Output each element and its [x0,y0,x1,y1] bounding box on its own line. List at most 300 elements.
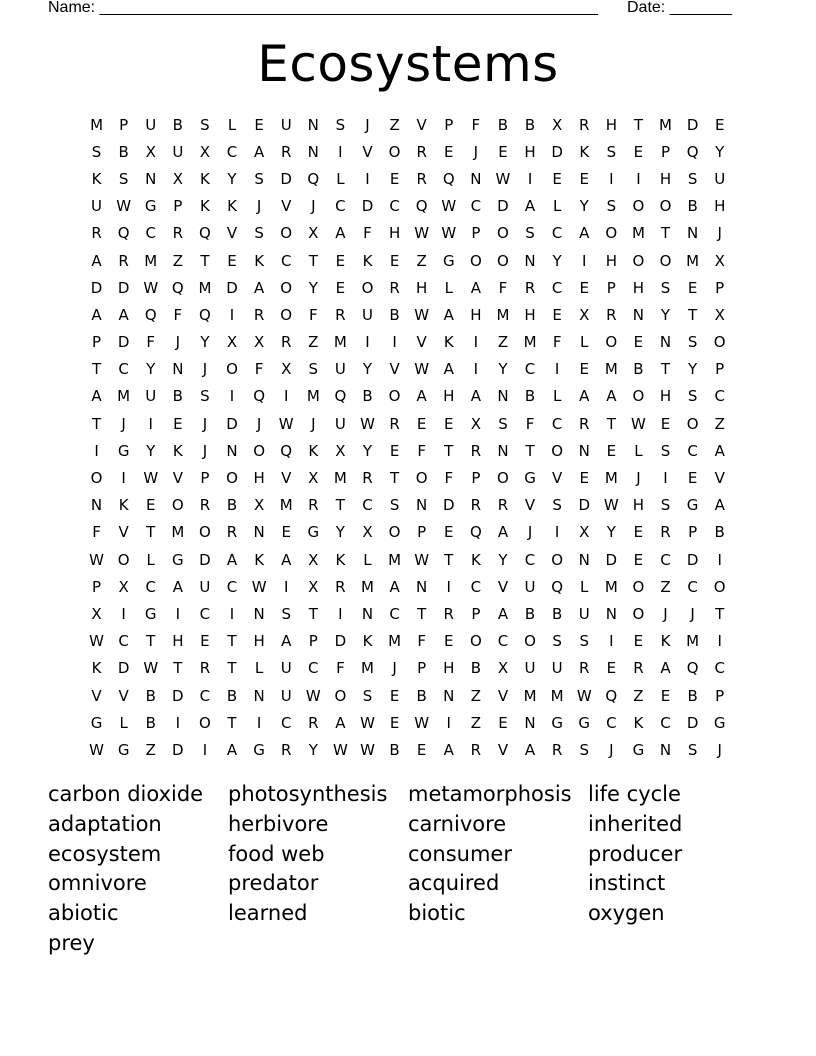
grid-letter: O [226,469,238,488]
grid-letter: Y [308,278,318,297]
grid-letter: Y [335,523,345,542]
grid-letter: B [416,686,427,705]
grid-letter: E [254,115,264,134]
grid-letter: S [118,169,129,188]
grid-letter: X [253,496,265,515]
grid-letter: I [121,469,126,488]
grid-letter: C [145,224,156,243]
grid-letter: O [632,251,645,270]
grid-letter: I [554,523,560,542]
grid-letter: J [636,469,641,488]
grid-letter: D [90,278,103,297]
grid-letter: C [551,224,563,243]
grid-letter: Y [498,550,508,569]
grid-letter: U [334,360,346,379]
grid-letter: T [308,251,318,270]
grid-letter: O [415,469,428,488]
grid-letter: N [524,713,536,732]
grid-letter: W [360,713,375,732]
grid-letter: N [659,333,672,352]
grid-letter: V [362,142,373,161]
grid-letter: J [256,197,262,216]
grid-letter: L [336,169,345,188]
grid-letter: P [660,142,671,161]
grid-letter: R [253,305,265,324]
grid-letter: G [90,713,103,732]
grid-row [83,600,733,627]
grid-letter: Q [144,305,157,324]
grid-letter: Q [334,387,347,406]
grid-letter: N [443,686,455,705]
grid-letter: L [119,713,128,732]
grid-letter: D [226,278,238,297]
grid-letter: X [118,577,129,596]
grid-letter: A [470,278,481,297]
grid-letter: S [200,115,210,134]
grid-letter: O [551,441,564,460]
grid-letter: G [144,604,157,623]
grid-letter: Q [280,441,293,460]
grid-letter: N [307,142,319,161]
grid-letter: H [605,115,617,134]
grid-letter: Q [307,169,320,188]
grid-letter: A [172,577,183,596]
grid-letter: W [495,169,511,188]
grid-letter: R [579,414,590,433]
grid-letter: R [280,740,292,759]
grid-letter: E [200,632,210,651]
grid-letter: S [579,632,589,651]
grid-letter: Y [579,197,589,216]
grid-letter: V [172,469,183,488]
grid-letter: C [118,360,129,379]
grid-letter: I [175,713,181,732]
grid-letter: Y [362,360,373,379]
letter-grid [83,111,733,764]
grid-letter: C [660,550,671,569]
grid-letter: D [686,713,699,732]
grid-letter: P [417,523,427,542]
grid-letter: P [92,577,102,596]
grid-letter: A [118,305,129,324]
grid-letter: P [308,632,318,651]
grid-letter: T [715,604,725,623]
grid-letter: A [335,224,346,243]
grid-letter: M [90,115,104,134]
grid-letter: D [686,115,699,134]
grid-letter: X [362,523,373,542]
grid-letter: H [416,278,428,297]
grid-letter: H [172,632,184,651]
grid-letter: E [687,278,698,297]
grid-letter: G [117,740,130,759]
grid-letter: W [631,414,646,433]
grid-letter: L [634,441,643,460]
grid-letter: E [633,550,644,569]
grid-letter: W [89,550,104,569]
grid-letter: T [660,224,671,243]
grid-letter: S [254,224,264,243]
grid-letter: H [632,496,645,515]
grid-letter: E [281,523,291,542]
grid-row [83,682,733,709]
grid-letter: U [145,387,157,406]
grid-letter: O [334,686,347,705]
grid-letter: K [118,496,129,515]
grid-letter: E [579,469,589,488]
grid-row [83,519,733,546]
word-list-item: producer [588,841,683,866]
grid-letter: L [254,659,264,678]
grid-letter: I [202,740,208,759]
grid-letter: N [497,441,509,460]
grid-letter: S [687,169,698,188]
grid-letter: J [717,224,722,243]
grid-letter: S [606,197,617,216]
grid-letter: F [498,278,508,297]
grid-letter: O [605,224,618,243]
grid-letter: G [632,740,645,759]
grid-letter: O [632,604,645,623]
grid-letter: A [714,441,725,460]
grid-letter: B [524,604,536,623]
grid-letter: Q [171,278,184,297]
grid-letter: K [579,142,590,161]
grid-letter: I [283,387,289,406]
grid-letter: I [473,360,479,379]
grid-letter: A [389,577,400,596]
grid-letter: I [338,142,343,161]
grid-letter: D [117,278,130,297]
grid-letter: L [146,550,155,569]
grid-letter: B [687,197,698,216]
grid-letter: G [253,740,265,759]
grid-letter: T [227,632,237,651]
grid-letter: X [145,142,156,161]
grid-letter: W [143,659,159,678]
grid-letter: H [253,469,265,488]
grid-letter: M [659,115,672,134]
grid-letter: F [92,523,101,542]
grid-letter: N [632,305,645,324]
grid-letter: I [392,333,397,352]
grid-letter: E [389,251,400,270]
grid-letter: I [365,333,370,352]
word-list-item: consumer [408,841,512,866]
grid-letter: I [338,604,343,623]
grid-letter: V [497,686,509,705]
grid-letter: V [281,469,292,488]
grid-letter: Y [715,142,725,161]
grid-letter: U [524,577,536,596]
grid-letter: P [471,469,481,488]
grid-letter: R [362,469,373,488]
grid-letter: O [388,523,401,542]
grid-letter: A [443,305,454,324]
grid-letter: W [603,496,619,515]
date-field-label: Date: _______ [627,0,732,16]
grid-letter: B [524,115,536,134]
grid-letter: S [552,496,562,515]
grid-letter: O [388,142,401,161]
grid-letter: Y [146,360,156,379]
grid-row [83,301,733,328]
grid-letter: E [579,169,589,188]
grid-letter: J [473,142,479,161]
grid-letter: Z [172,251,183,270]
grid-letter: C [118,632,129,651]
grid-letter: Z [470,713,481,732]
grid-letter: U [280,115,292,134]
grid-letter: R [606,305,617,324]
grid-letter: X [714,305,725,324]
grid-letter: K [172,441,183,460]
grid-letter: C [199,686,211,705]
grid-letter: W [305,686,321,705]
grid-letter: C [497,632,509,651]
grid-letter: T [91,360,102,379]
grid-letter: N [145,169,157,188]
grid-letter: M [686,632,700,651]
grid-letter: R [524,278,536,297]
grid-letter: F [146,333,156,352]
grid-letter: C [308,659,319,678]
grid-letter: A [497,604,509,623]
word-list-item: carnivore [408,811,507,836]
grid-letter: H [632,278,645,297]
grid-letter: R [91,224,102,243]
grid-letter: M [306,387,320,406]
grid-letter: O [632,197,645,216]
grid-letter: A [606,387,617,406]
grid-letter: T [389,469,400,488]
grid-letter: C [280,713,292,732]
word-list [48,779,768,958]
grid-letter: R [470,441,482,460]
word-list-item: herbivore [228,811,329,836]
header-line [48,0,748,22]
grid-letter: Z [714,414,725,433]
grid-letter: V [91,686,102,705]
grid-letter: O [497,224,509,243]
grid-letter: X [308,550,319,569]
grid-letter: R [389,278,400,297]
grid-letter: H [524,142,536,161]
grid-letter: P [173,197,183,216]
grid-letter: T [660,360,671,379]
grid-letter: H [470,305,482,324]
grid-letter: B [633,360,644,379]
grid-letter: G [551,713,563,732]
grid-letter: P [471,604,481,623]
grid-row [83,165,733,192]
grid-letter: Z [660,577,671,596]
grid-letter: P [92,333,102,352]
grid-letter: W [89,740,104,759]
grid-letter: A [443,360,454,379]
grid-row [83,274,733,301]
grid-letter: P [119,115,129,134]
grid-letter: B [145,713,156,732]
grid-letter: P [200,469,210,488]
grid-letter: D [578,496,591,515]
grid-letter: M [388,550,402,569]
grid-row [83,138,733,165]
grid-letter: N [659,740,672,759]
grid-letter: E [173,414,183,433]
grid-letter: U [280,686,292,705]
grid-letter: R [579,115,590,134]
grid-letter: R [335,305,346,324]
grid-letter: N [497,387,509,406]
grid-letter: I [554,360,560,379]
grid-letter: T [308,604,318,623]
grid-letter: A [416,387,427,406]
grid-letter: E [444,414,454,433]
grid-letter: I [229,305,235,324]
grid-letter: M [198,278,212,297]
grid-letter: C [551,278,563,297]
grid-letter: O [551,550,564,569]
grid-letter: U [172,142,184,161]
grid-letter: S [687,333,698,352]
grid-letter: Z [633,686,644,705]
grid-letter: P [715,278,725,297]
grid-letter: O [659,251,672,270]
grid-letter: B [389,740,400,759]
grid-letter: V [552,469,563,488]
grid-letter: B [524,387,536,406]
grid-letter: O [632,577,645,596]
grid-letter: O [199,713,211,732]
grid-letter: C [145,577,156,596]
grid-letter: N [361,604,374,623]
grid-letter: R [416,142,427,161]
grid-letter: R [551,740,563,759]
grid-letter: O [605,333,618,352]
grid-letter: V [118,686,129,705]
grid-letter: L [444,278,453,297]
grid-letter: T [173,659,183,678]
grid-letter: D [497,197,509,216]
grid-letter: O [469,251,482,270]
grid-letter: G [307,523,320,542]
grid-letter: E [444,632,454,651]
grid-letter: N [524,251,536,270]
grid-letter: X [308,469,319,488]
grid-letter: M [333,469,347,488]
grid-letter: N [253,523,265,542]
grid-letter: E [660,414,671,433]
grid-letter: I [365,169,370,188]
grid-letter: E [606,659,617,678]
grid-letter: M [117,387,131,406]
grid-letter: M [523,333,537,352]
grid-letter: I [229,387,235,406]
grid-letter: J [256,414,262,433]
grid-letter: Y [660,305,671,324]
grid-letter: Q [117,224,130,243]
grid-letter: N [90,496,103,515]
grid-letter: S [687,387,698,406]
grid-letter: C [226,577,238,596]
grid-letter: P [471,224,481,243]
grid-letter: O [497,251,509,270]
grid-letter: V [226,224,238,243]
grid-letter: O [226,360,238,379]
grid-letter: A [91,387,102,406]
grid-letter: N [416,577,428,596]
grid-letter: T [227,713,237,732]
grid-letter: Z [497,333,509,352]
grid-letter: R [660,523,671,542]
grid-letter: Q [686,142,699,161]
grid-letter: O [632,387,645,406]
grid-letter: E [552,169,562,188]
grid-letter: A [281,632,292,651]
grid-letter: G [172,550,184,569]
grid-letter: W [414,360,430,379]
grid-letter: J [663,604,668,623]
grid-letter: W [332,740,348,759]
grid-letter: C [714,387,725,406]
grid-letter: T [227,659,237,678]
grid-letter: B [497,115,509,134]
grid-letter: X [91,604,102,623]
grid-letter: E [335,278,346,297]
grid-letter: I [148,414,153,433]
grid-letter: E [444,142,454,161]
grid-letter: K [200,197,210,216]
grid-letter: A [253,278,265,297]
word-list-item: food web [228,841,325,866]
grid-letter: I [609,632,614,651]
grid-letter: R [579,659,590,678]
grid-letter: A [497,523,509,542]
grid-letter: C [389,604,400,623]
grid-letter: R [280,142,292,161]
grid-letter: T [417,604,427,623]
grid-letter: T [688,305,698,324]
grid-letter: H [524,305,536,324]
grid-letter: A [91,251,102,270]
grid-letter: W [143,278,159,297]
grid-letter: U [551,659,563,678]
grid-letter: V [118,523,129,542]
grid-letter: X [281,360,292,379]
grid-letter: C [470,577,482,596]
grid-letter: E [444,523,454,542]
grid-letter: F [552,333,562,352]
grid-letter: J [202,360,208,379]
grid-letter: I [473,333,479,352]
grid-letter: Q [415,197,428,216]
grid-letter: D [280,169,292,188]
grid-letter: K [470,550,481,569]
grid-letter: E [579,278,589,297]
grid-letter: I [446,577,451,596]
grid-letter: M [388,632,402,651]
grid-row [83,736,733,763]
grid-letter: K [200,169,210,188]
grid-letter: U [199,577,211,596]
grid-letter: O [280,224,293,243]
grid-letter: M [361,659,374,678]
grid-letter: R [308,713,319,732]
word-list-item: predator [228,871,319,896]
grid-letter: E [498,142,508,161]
grid-letter: L [580,577,589,596]
